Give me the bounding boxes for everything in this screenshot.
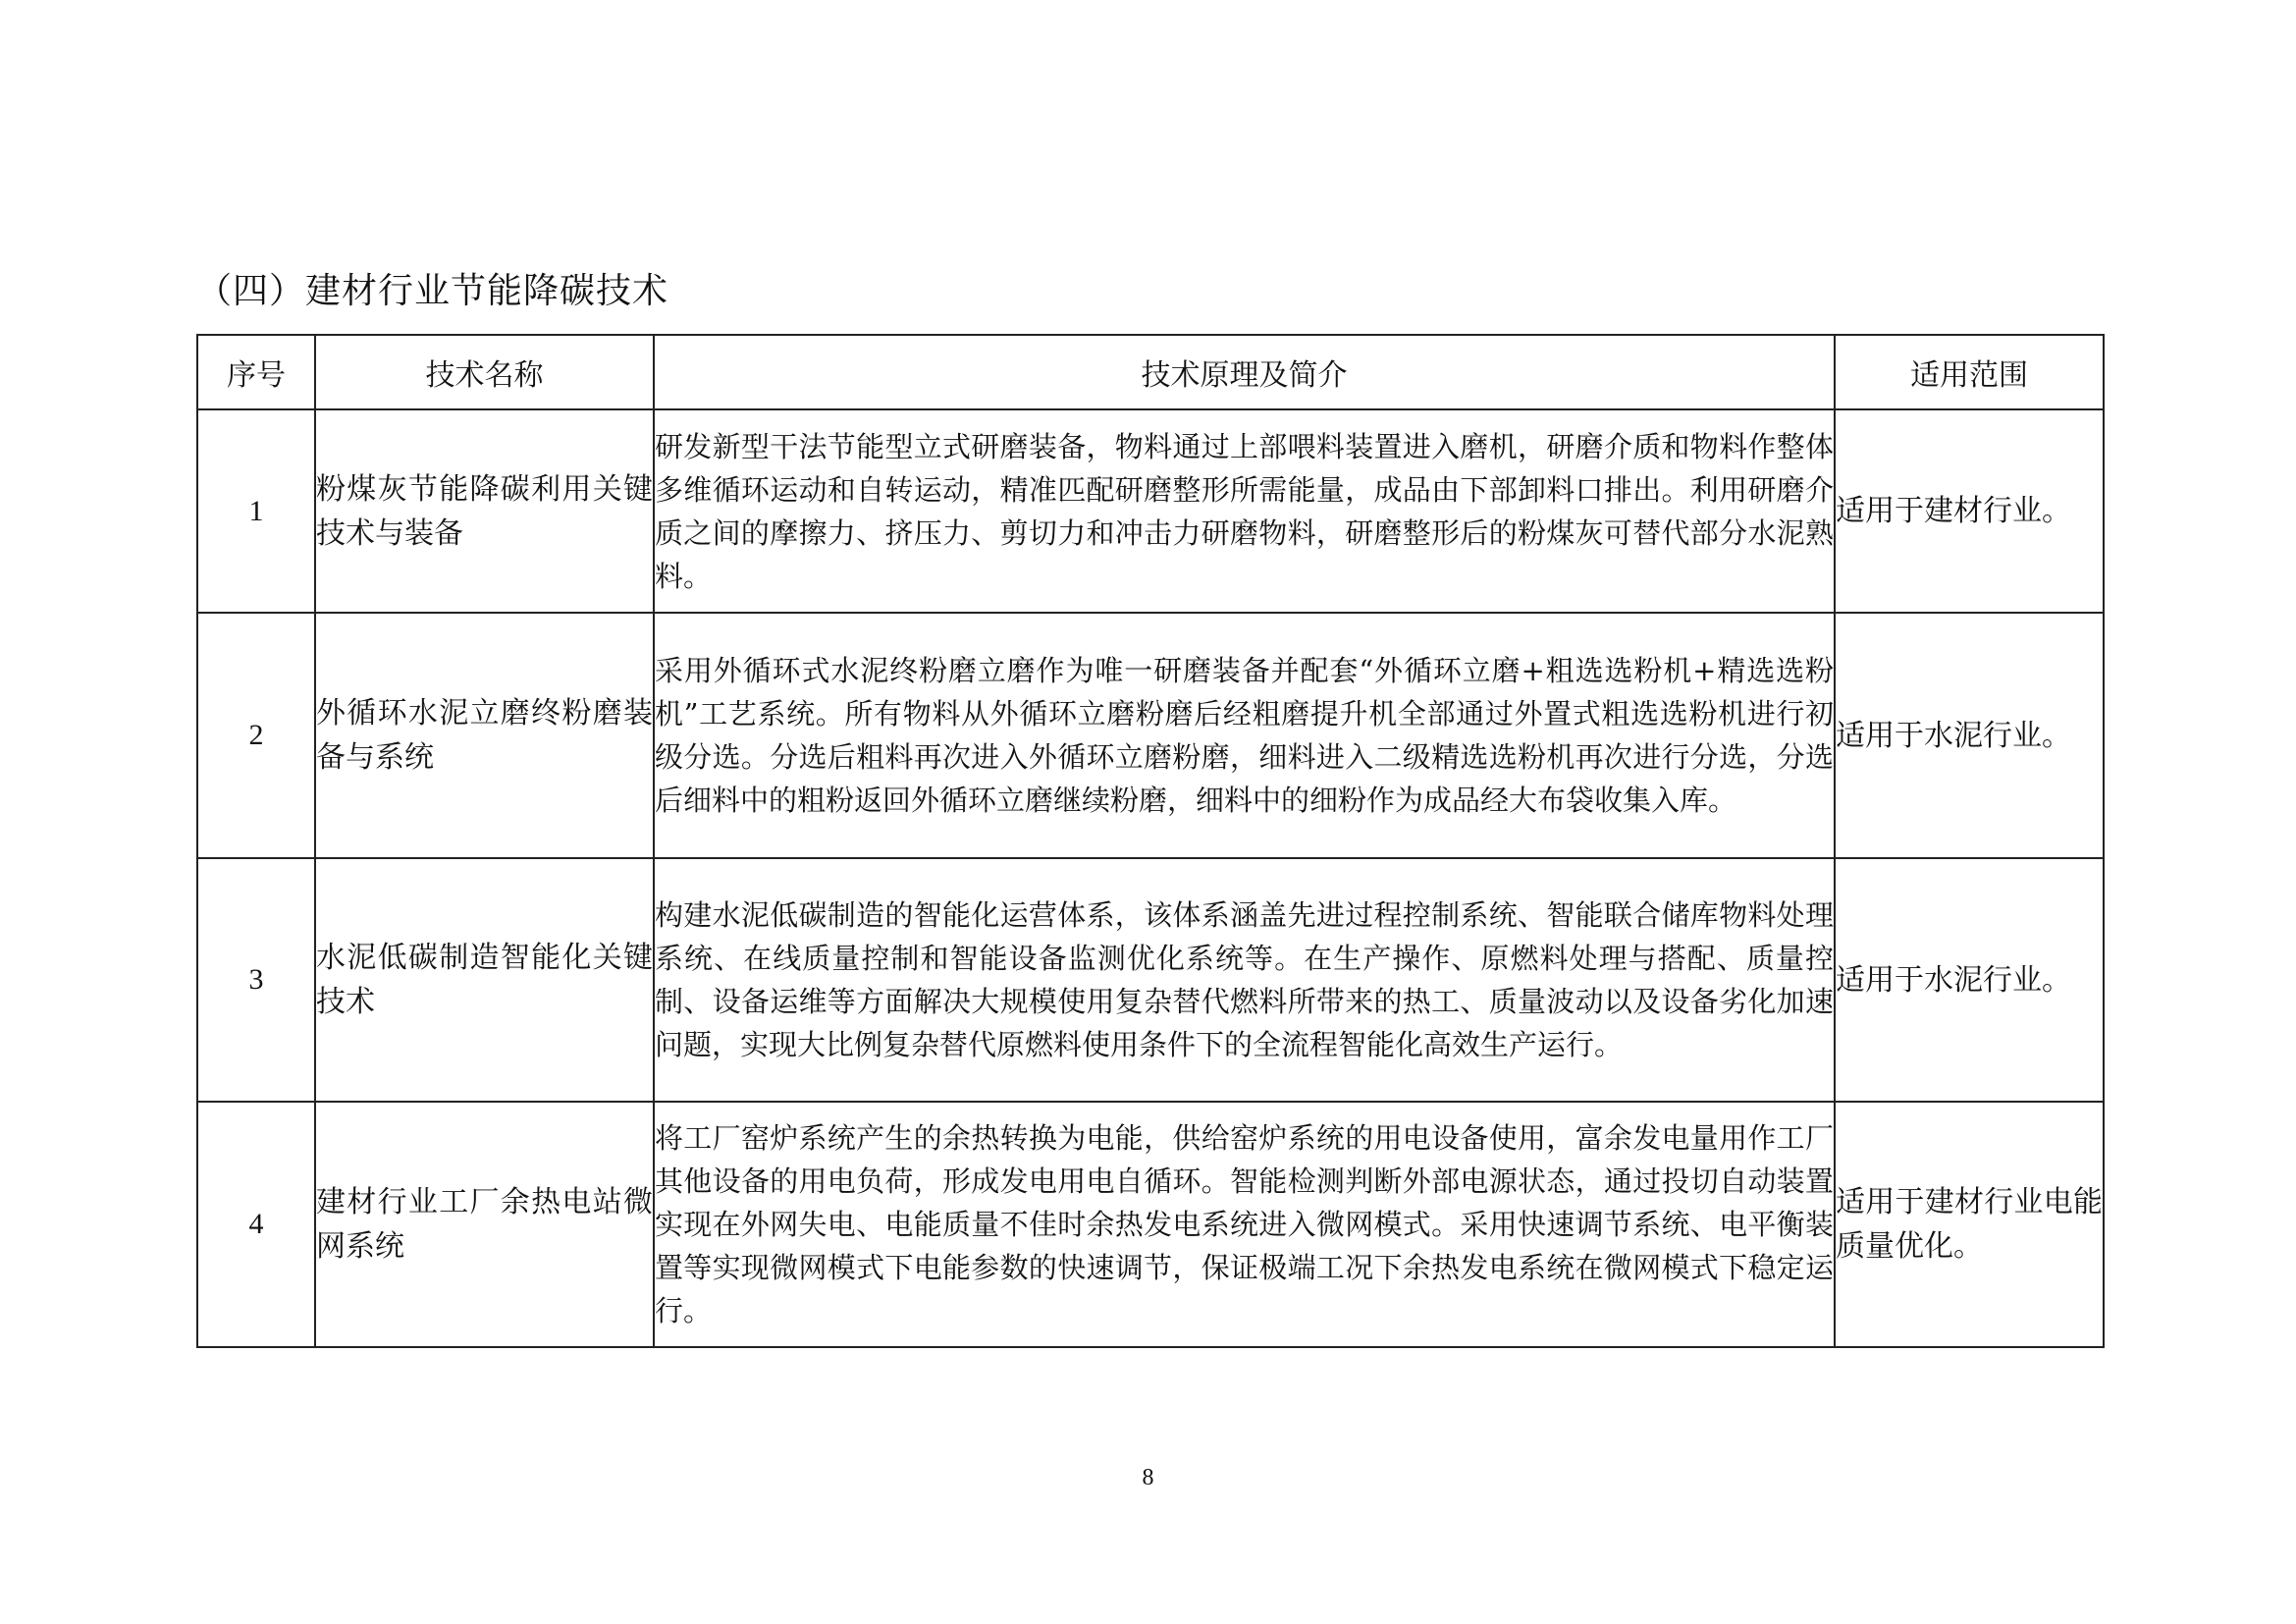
table-row xyxy=(197,409,2104,613)
technology-table xyxy=(196,334,2105,1348)
applicable-scope: 适用于水泥行业。 xyxy=(1835,858,2104,1102)
header-description: 技术原理及简介 xyxy=(654,335,1835,409)
page-number: 8 xyxy=(1142,1465,1154,1490)
applicable-scope: 适用于建材行业。 xyxy=(1835,409,2104,613)
row-index: 4 xyxy=(197,1102,315,1347)
applicable-scope: 适用于水泥行业。 xyxy=(1835,613,2104,858)
header-index: 序号 xyxy=(197,335,315,409)
technology-description: 研发新型干法节能型立式研磨装备，物料通过上部喂料装置进入磨机，研磨介质和物料作整体多维循环运动和自转运动，精准匹配研磨整形所需能量，成品由下部卸料口排出。利用研磨介质之间的摩擦力、挤压力、剪切力和冲击力研磨物料，研磨整形后的粉煤灰可替代部分水泥熟料。 xyxy=(654,409,1835,613)
section-heading: （四）建材行业节能降碳技术 xyxy=(196,271,669,311)
technology-description: 采用外循环式水泥终粉磨立磨作为唯一研磨装备并配套“外循环立磨+粗选选粉机+精选选粉机”工艺系统。所有物料从外循环立磨粉磨后经粗磨提升机全部通过外置式粗选选粉机进行初级分选。分选后粗料再次进入外循环立磨粉磨，细料进入二级精选选粉机再次进行分选，分选后细料中的粗粉返回外循环立磨继续粉磨，细料中的细粉作为成品经大布袋收集入库。 xyxy=(654,613,1835,858)
row-index: 1 xyxy=(197,409,315,613)
table-row xyxy=(197,1102,2104,1347)
table-row xyxy=(197,858,2104,1102)
technology-name: 建材行业工厂余热电站微网系统 xyxy=(315,1102,654,1347)
row-index: 2 xyxy=(197,613,315,858)
technology-description: 将工厂窑炉系统产生的余热转换为电能，供给窑炉系统的用电设备使用，富余发电量用作工厂其他设备的用电负荷，形成发电用电自循环。智能检测判断外部电源状态，通过投切自动装置实现在外网失电、电能质量不佳时余热发电系统进入微网模式。采用快速调节系统、电平衡装置等实现微网模式下电能参数的快速调节，保证极端工况下余热发电系统在微网模式下稳定运行。 xyxy=(654,1102,1835,1347)
header-name: 技术名称 xyxy=(315,335,654,409)
header-scope: 适用范围 xyxy=(1835,335,2104,409)
table-header-row xyxy=(197,335,2104,409)
technology-description: 构建水泥低碳制造的智能化运营体系，该体系涵盖先进过程控制系统、智能联合储库物料处理系统、在线质量控制和智能设备监测优化系统等。在生产操作、原燃料处理与搭配、质量控制、设备运维等方面解决大规模使用复杂替代燃料所带来的热工、质量波动以及设备劣化加速问题，实现大比例复杂替代原燃料使用条件下的全流程智能化高效生产运行。 xyxy=(654,858,1835,1102)
technology-name: 水泥低碳制造智能化关键技术 xyxy=(315,858,654,1102)
applicable-scope: 适用于建材行业电能质量优化。 xyxy=(1835,1102,2104,1347)
technology-name: 外循环水泥立磨终粉磨装备与系统 xyxy=(315,613,654,858)
row-index: 3 xyxy=(197,858,315,1102)
technology-name: 粉煤灰节能降碳利用关键技术与装备 xyxy=(315,409,654,613)
table-row xyxy=(197,613,2104,858)
